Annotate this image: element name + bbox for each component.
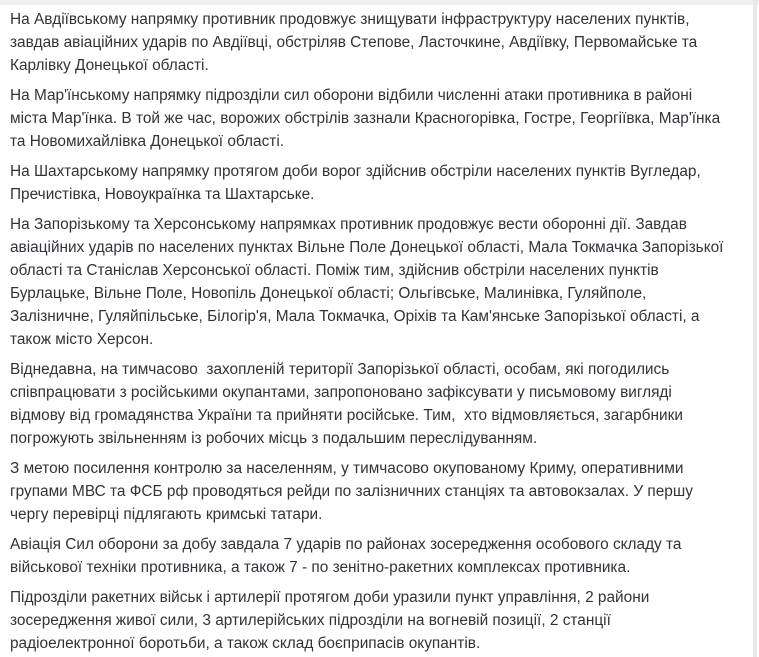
report-paragraph-artillery-strikes: Підрозділи ракетних військ і артилерії протягом доби уразили пункт управління, 2 райони зосередження живої сили, 3 артилерійських підрозділи на вогневій позиції, 2 станції радіоелектронної боротьби, а також склад боєприпасів окупантів. bbox=[10, 589, 654, 652]
report-paragraph-shakhtarsk: На Шахтарському напрямку протягом доби ворог здійснив обстріли населених пунктів Вугледар, Пречистівка, Новоукраїнка та Шахтарське. bbox=[10, 163, 706, 203]
report-paragraph-marinka: На Мар'їнському напрямку підрозділи сил оборони відбили численні атаки противника в районі міста Мар'їнка. В той же час, ворожих обстрілів зазнали Красногорівка, Гостре, Георгіївка, Мар'їнка та Новомихайлівка Донецької області. bbox=[10, 87, 725, 150]
report-paragraph-zaporizhzhia-kherson: На Запорізькому та Херсонському напрямках противник продовжує вести оборонні дії. Завдав авіаційних ударів по населених пунктах Вільне Поле Донецької області, Мала Токмачка Запорізької області та Станіслав Херсонської області. Поміж тим, здійснив обстріли населених пунктів Бурлацьке, Вільне Поле, Новопіль Донецької області; Ольгівське, Малинівка, Гуляйполе, Залізничне, Гуляйпільське, Білогір'я, Мала Токмачка, Оріхів та Кам'янське Запорізької області, а також місто Херсон. bbox=[10, 216, 728, 348]
report-paragraph-avdiivka: На Авдіївському напрямку противник продовжує знищувати інфраструктуру населених пунктів, завдав авіаційних ударів по Авдіївці, обстріляв Степове, Ласточкине, Авдіївку, Первомайське та Карлівку Донецької області. bbox=[10, 11, 702, 74]
scrollbar-track[interactable] bbox=[753, 0, 757, 657]
report-body bbox=[0, 5, 745, 655]
report-paragraph-aviation-strikes: Авіація Сил оборони за добу завдала 7 ударів по районах зосередження особового складу та військової техніки противника, а також 7 - по зенітно-ракетних комплексах противника. bbox=[10, 536, 686, 576]
report-paragraph-crimea-raids: З метою посилення контролю за населенням, у тимчасово окупованому Криму, оперативними групами МВС та ФСБ рф проводяться рейди по залізничних станціях та автовокзалах. У першу чергу перевірці підлягають кримські татари. bbox=[10, 460, 698, 523]
report-paragraph-citizenship: Віднедавна, на тимчасово захопленій території Запорізької області, особам, які погодились співпрацювати з російськими окупантами, запропоновано зафіксувати у письмовому вигляді відмову від громадянства України та прийняти російське. Тим, хто відмовляється, загарбники погрожують звільненням із робочих місць з подальшим переслідуванням. bbox=[10, 361, 688, 447]
